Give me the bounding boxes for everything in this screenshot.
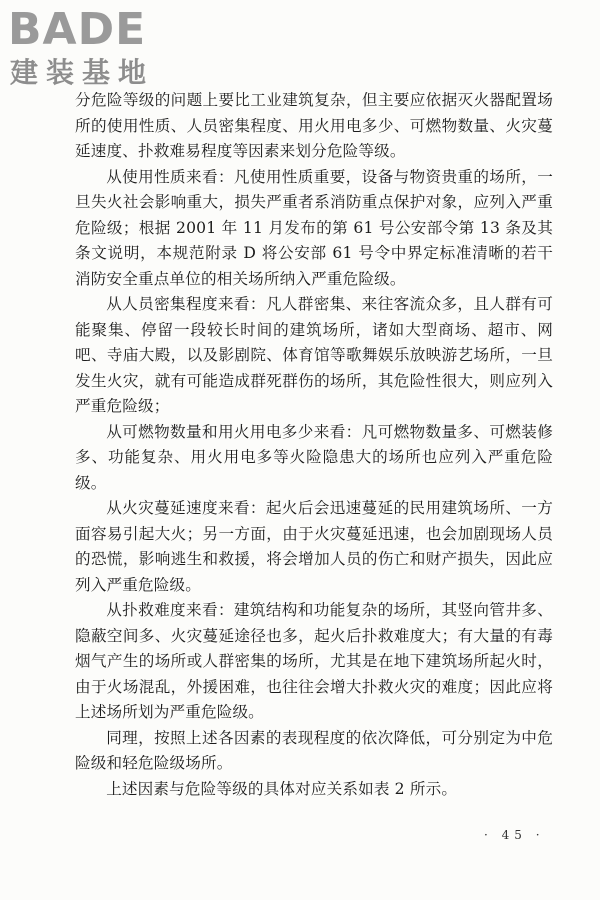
paragraph-hazard-intro: 分危险等级的问题上要比工业建筑复杂，但主要应依据灭火器配置场所的使用性质、人员密集程度、用火用电多少、可燃物数量、火灾蔓延速度、扑救难易程度等因素来划分危险等级。 xyxy=(75,91,553,160)
paragraph-rescue-difficulty: 从扑救难度来看：建筑结构和功能复杂的场所，其竖向管井多、隐蔽空间多、火灾蔓延途径也多，起火后扑救难度大；有大量的有毒烟气产生的场所或人群密集的场所，尤其是在地下建筑场所起火时，由于火场混乱，外援困难，也往往会增大扑救火灾的难度；因此应将上述场所划为严重危险级。 xyxy=(75,601,553,721)
paragraph-fire-spread: 从火灾蔓延速度来看：起火后会迅速蔓延的民用建筑场所、一方面容易引起大火；另一方面，由于火灾蔓延迅速，也会加剧现场人员的恐慌，影响逃生和救援，将会增加人员的伤亡和财产损失，因此应列入严重危险级。 xyxy=(75,499,553,594)
paragraph-table-reference: 上述因素与危险等级的具体对应关系如表 2 所示。 xyxy=(106,779,458,798)
page-number: · 45 · xyxy=(484,828,545,842)
bade-logo xyxy=(8,6,188,90)
page-body xyxy=(75,88,553,802)
paragraph-combustibles: 从可燃物数量和用火用电多少来看：凡可燃物数量多、可燃装修多、功能复杂、用火用电多等火险隐患大的场所也应列入严重危险级。 xyxy=(75,422,553,492)
paragraph-lower-levels: 同理，按照上述各因素的表现程度的依次降低，可分别定为中危险级和轻危险级场所。 xyxy=(75,728,553,772)
paragraph-occupant-density: 从人员密集程度来看：凡人群密集、来往客流众多，且人群有可能聚集、停留一段较长时间的建筑场所，诸如大型商场、超市、网吧、寺庙大殿，以及影剧院、体育馆等歌舞娱乐放映游艺场所，一旦发生火灾，就有可能造成群死群伤的场所，其危险性很大，则应列入严重危险级； xyxy=(75,295,553,415)
logo-subtitle: 建装基地 xyxy=(10,56,155,89)
logo-wordmark: BADE xyxy=(8,4,147,55)
paragraph-usage-nature: 从使用性质来看：凡使用性质重要，设备与物资贵重的场所，一旦失火社会影响重大，损失严重者系消防重点保护对象，应列入严重危险级；根据 2001 年 11 月发布的第 61 号公安部令第 13 条及其条文说明，本规范附录 D 将公安部 61 号令中界定标准清晰的若干消防安全重点单位的相关场所纳入严重危险级。 xyxy=(75,167,553,288)
